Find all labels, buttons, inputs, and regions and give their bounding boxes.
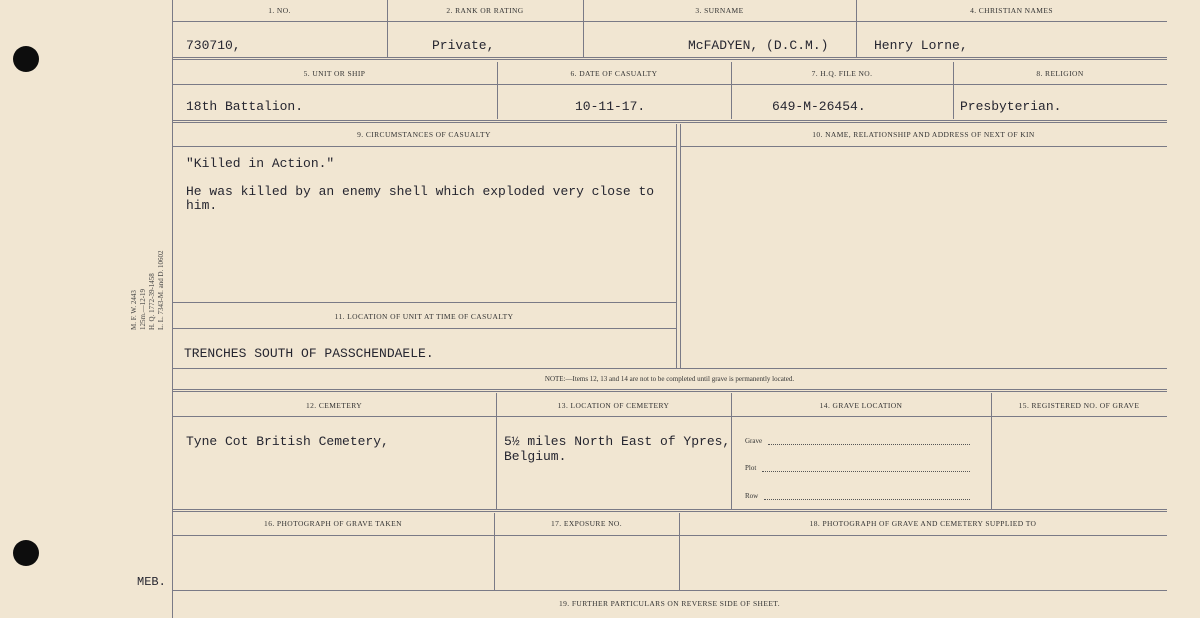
label-photo-taken: 16. PHOTOGRAPH OF GRAVE TAKEN (264, 519, 402, 528)
circumstances-line-2: He was killed by an enemy shell which exploded very close to (186, 184, 655, 199)
row-label: Row (745, 492, 759, 500)
value-hq-file: 649-M-26454. (772, 99, 866, 114)
label-cemetery-location: 13. LOCATION OF CEMETERY (557, 401, 670, 410)
label-location-of-unit: 11. LOCATION OF UNIT AT TIME OF CASUALTY (334, 312, 514, 321)
value-location-of-unit: TRENCHES SOUTH OF PASSCHENDAELE. (184, 346, 434, 361)
grave-label: Grave (745, 437, 763, 445)
circumstances-line-1: "Killed in Action." (186, 156, 335, 171)
punch-hole-bottom (13, 540, 39, 566)
label-christian-names: 4. CHRISTIAN NAMES (970, 6, 1053, 15)
label-religion: 8. RELIGION (1036, 69, 1084, 78)
value-date: 10-11-17. (575, 99, 646, 114)
label-next-of-kin: 10. NAME, RELATIONSHIP AND ADDRESS OF NEXT OF KIN (812, 130, 1035, 139)
label-exposure-no: 17. EXPOSURE NO. (551, 519, 622, 528)
clerk-initials: MEB. (137, 575, 166, 589)
plot-label: Plot (745, 464, 757, 472)
label-circumstances: 9. CIRCUMSTANCES OF CASUALTY (357, 130, 491, 139)
label-unit: 5. UNIT OR SHIP (303, 69, 366, 78)
label-further-particulars: 19. FURTHER PARTICULARS ON REVERSE SIDE OF SHEET. (558, 599, 780, 608)
label-date: 6. DATE OF CASUALTY (570, 69, 658, 78)
label-photo-supplied: 18. PHOTOGRAPH OF GRAVE AND CEMETERY SUPPLIED TO (809, 519, 1037, 528)
label-registered-no: 15. REGISTERED NO. OF GRAVE (1018, 401, 1140, 410)
form-reference-text: M. F. W. 2443 125m.—12-19 H. Q. 1772-39-1458 L. L. 7343-M. and D. 10602 (130, 250, 165, 330)
label-cemetery: 12. CEMETERY (305, 401, 363, 410)
value-christian-names: Henry Lorne, (874, 38, 968, 53)
value-rank: Private, (432, 38, 495, 53)
value-no: 730710, (186, 38, 241, 53)
value-religion: Presbyterian. (960, 99, 1062, 114)
punch-hole-top (13, 46, 39, 72)
cemetery-location-line-1: 5½ miles North East of Ypres, (504, 434, 731, 449)
note-text: NOTE:—Items 12, 13 and 14 are not to be completed until grave is permanently located. (544, 375, 795, 383)
label-no: 1. NO. (268, 6, 291, 15)
circumstances-line-3: him. (186, 198, 218, 213)
label-hq-file: 7. H.Q. FILE NO. (811, 69, 873, 78)
label-rank: 2. RANK OR RATING (446, 6, 524, 15)
value-cemetery: Tyne Cot British Cemetery, (186, 434, 389, 449)
label-grave-location: 14. GRAVE LOCATION (819, 401, 903, 410)
value-surname: McFADYEN, (D.C.M.) (688, 38, 829, 53)
cemetery-location-line-2: Belgium. (504, 449, 567, 464)
label-surname: 3. SURNAME (695, 6, 744, 15)
value-unit: 18th Battalion. (186, 99, 304, 114)
